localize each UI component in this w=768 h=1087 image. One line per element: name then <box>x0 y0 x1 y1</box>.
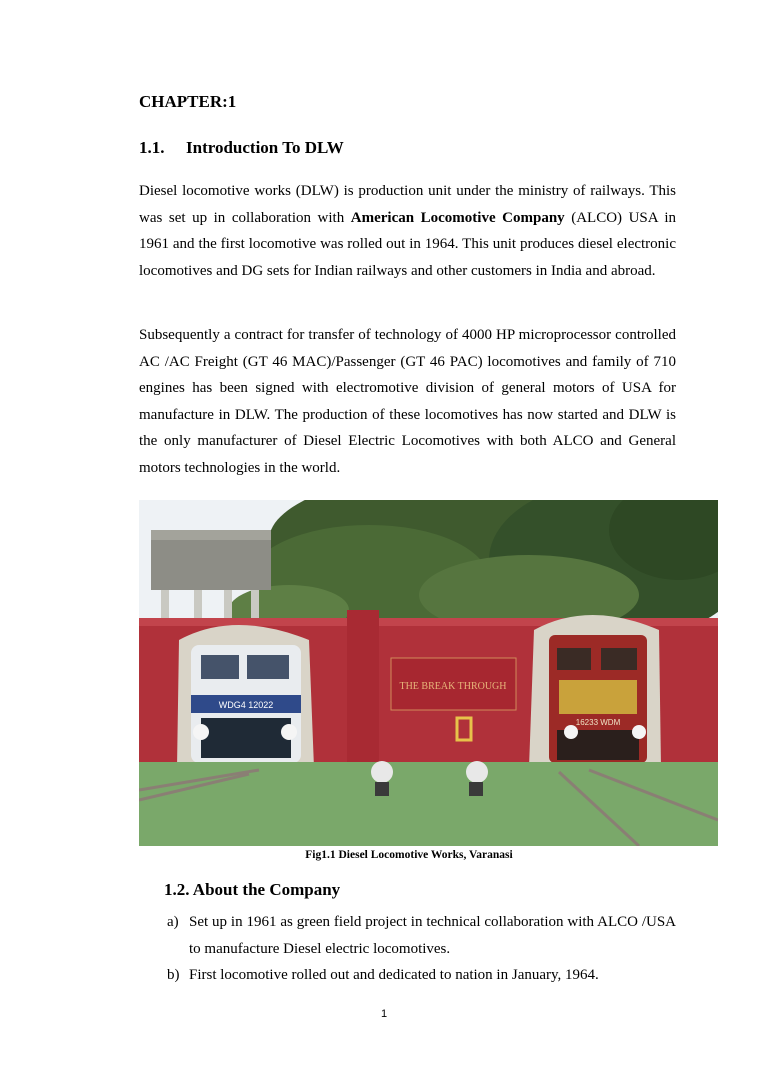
wall-sign-text: THE BREAK THROUGH <box>399 681 507 692</box>
section-heading-about: 1.2. About the Company <box>164 880 341 899</box>
section-heading-intro <box>139 138 344 158</box>
wall-pillar <box>347 610 379 770</box>
list-item-text: Set up in 1961 as green field project in technical collaboration with ALCO /USA to manufacture Diesel electric locomotives. <box>189 914 676 957</box>
section-number: 1.1. <box>139 138 165 157</box>
company-name-bold: American Locomotive Company <box>350 209 565 226</box>
list-item <box>164 909 676 962</box>
left-locomotive <box>191 645 301 763</box>
right-locomotive <box>549 635 647 763</box>
figure-caption-text: Fig1.1 Diesel Locomotive Works, Varanasi <box>305 849 513 861</box>
chapter-heading: CHAPTER:1 <box>139 92 237 111</box>
page-number: 1 <box>380 1008 388 1020</box>
intro-text-2: (ALCO) USA in 1961 and the first locomotive was rolled out in 1964. This unit produces diesel electronic locomotives and DG sets for Indian railways and other customers in India and abroad. <box>139 209 676 279</box>
list-item <box>164 962 676 989</box>
list-item-text: First locomotive rolled out and dedicated to nation in January, 1964. <box>189 967 599 983</box>
section-title: Introduction To DLW <box>186 138 344 157</box>
about-list <box>164 909 676 989</box>
intro-paragraph <box>139 178 676 284</box>
intro-text-1: Diesel locomotive works (DLW) is production unit under the ministry of railways. This was set up in collaboration with <box>139 183 676 226</box>
dlw-photo <box>139 500 718 846</box>
list-marker: a) <box>167 914 179 930</box>
right-loco-number: 16233 WDM <box>575 718 621 727</box>
technology-paragraph: Subsequently a contract for transfer of technology of 4000 HP microprocessor controlled AC /AC Freight (GT 46 MAC)/Passenger (GT 46 PAC) locomotives and family of 710 engines has been signed with electromotive division of general motors of USA for manufacture in DLW. The production of these locomotives has now started and DLW is the only manufacturer of Diesel Electric Locomotives with both ALCO and General motors technologies in the world. <box>139 327 676 476</box>
figure-caption <box>0 849 768 861</box>
list-marker: b) <box>167 967 180 983</box>
left-loco-number: WDG4 12022 <box>218 700 274 710</box>
